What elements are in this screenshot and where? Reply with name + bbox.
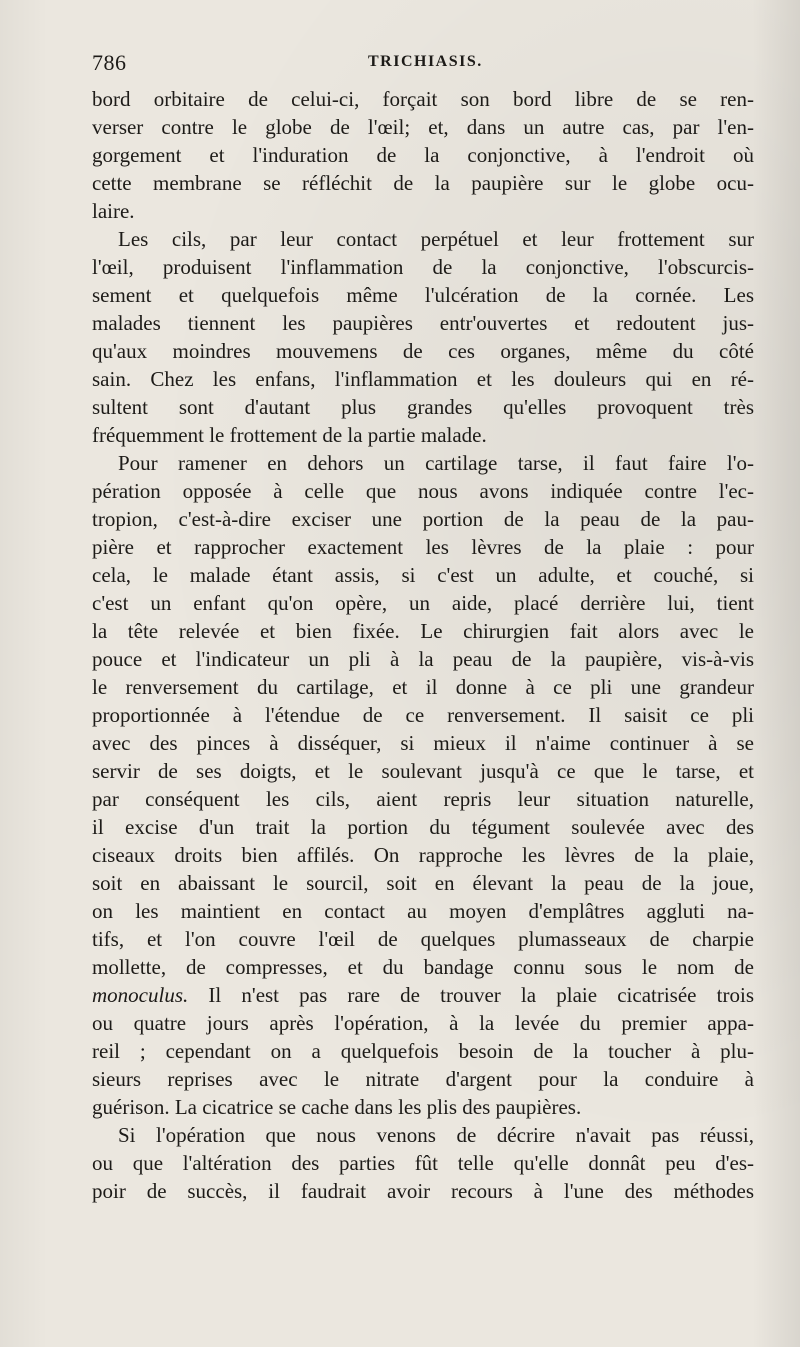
text-line: sain. Chez les enfans, l'inflammation et les douleurs qui en ré- xyxy=(92,367,754,391)
text-line: Les cils, par leur contact perpétuel et leur frottement sur xyxy=(118,227,754,251)
text-line: l'œil, produisent l'inflammation de la conjonctive, l'obscurcis- xyxy=(92,255,754,279)
text-line: tifs, et l'on couvre l'œil de quelques plumasseaux de charpie xyxy=(92,927,754,951)
text-line: il excise d'un trait la portion du tégument soulevée avec des xyxy=(92,815,754,839)
text-line: laire. xyxy=(92,199,135,223)
text-line: servir de ses doigts, et le soulevant jusqu'à ce que le tarse, et xyxy=(92,759,754,783)
running-title: TRICHIASIS. xyxy=(368,53,483,70)
text-line: pération opposée à celle que nous avons indiquée contre l'ec- xyxy=(92,479,754,503)
text-line: Si l'opération que nous venons de décrire n'avait pas réussi, xyxy=(118,1123,754,1147)
body-text xyxy=(92,85,754,1205)
text-line: poir de succès, il faudrait avoir recours à l'une des méthodes xyxy=(92,1179,754,1203)
text-line: verser contre le globe de l'œil; et, dans un autre cas, par l'en- xyxy=(92,115,754,139)
text-line: soit en abaissant le sourcil, soit en élevant la peau de la joue, xyxy=(92,871,754,895)
italic-term: monoculus. xyxy=(92,983,189,1007)
text-line: ciseaux droits bien affilés. On rapproche les lèvres de la plaie, xyxy=(92,843,754,867)
text-line: cela, le malade étant assis, si c'est un adulte, et couché, si xyxy=(92,563,754,587)
text-line: pière et rapprocher exactement les lèvres de la plaie : pour xyxy=(92,535,754,559)
text-line: ou que l'altération des parties fût telle qu'elle donnât peu d'es- xyxy=(92,1151,754,1175)
text-line: tropion, c'est-à-dire exciser une portion de la peau de la pau- xyxy=(92,507,754,531)
text-line: gorgement et l'induration de la conjonctive, à l'endroit où xyxy=(92,143,754,167)
text-line: la tête relevée et bien fixée. Le chirurgien fait alors avec le xyxy=(92,619,754,643)
text-line-rest: Il n'est pas rare de trouver la plaie cicatrisée trois xyxy=(188,983,754,1007)
text-line: pouce et l'indicateur un pli à la peau de la paupière, vis-à-vis xyxy=(92,647,754,671)
text-line: reil ; cependant on a quelquefois besoin de la toucher à plu- xyxy=(92,1039,754,1063)
text-line: guérison. La cicatrice se cache dans les plis des paupières. xyxy=(92,1095,582,1119)
text-line: malades tiennent les paupières entr'ouvertes et redoutent jus- xyxy=(92,311,754,335)
text-line: sieurs reprises avec le nitrate d'argent pour la conduire à xyxy=(92,1067,754,1091)
text-line: qu'aux moindres mouvemens de ces organes, même du côté xyxy=(92,339,754,363)
text-line: fréquemment le frottement de la partie malade. xyxy=(92,423,487,447)
text-line: mollette, de compresses, et du bandage connu sous le nom de xyxy=(92,955,754,979)
text-line: Pour ramener en dehors un cartilage tarse, il faut faire l'o- xyxy=(118,451,754,475)
page-number: 786 xyxy=(92,50,127,75)
text-line: par conséquent les cils, aient repris leur situation naturelle, xyxy=(92,787,754,811)
text-line-monoculus xyxy=(92,981,754,1009)
text-line: le renversement du cartilage, et il donne à ce pli une grandeur xyxy=(92,675,754,699)
text-line: c'est un enfant qu'on opère, un aide, placé derrière lui, tient xyxy=(92,591,754,615)
text-line: avec des pinces à disséquer, si mieux il n'aime continuer à se xyxy=(92,731,754,755)
text-line: bord orbitaire de celui-ci, forçait son bord libre de se ren- xyxy=(92,87,754,111)
text-line: sement et quelquefois même l'ulcération de la cornée. Les xyxy=(92,283,754,307)
page-header xyxy=(92,50,752,80)
text-line: ou quatre jours après l'opération, à la levée du premier appa- xyxy=(92,1011,754,1035)
text-line: cette membrane se réfléchit de la paupière sur le globe ocu- xyxy=(92,171,754,195)
text-line: on les maintient en contact au moyen d'emplâtres aggluti na- xyxy=(92,899,754,923)
text-line: proportionnée à l'étendue de ce renversement. Il saisit ce pli xyxy=(92,703,754,727)
text-line: sultent sont d'autant plus grandes qu'elles provoquent très xyxy=(92,395,754,419)
